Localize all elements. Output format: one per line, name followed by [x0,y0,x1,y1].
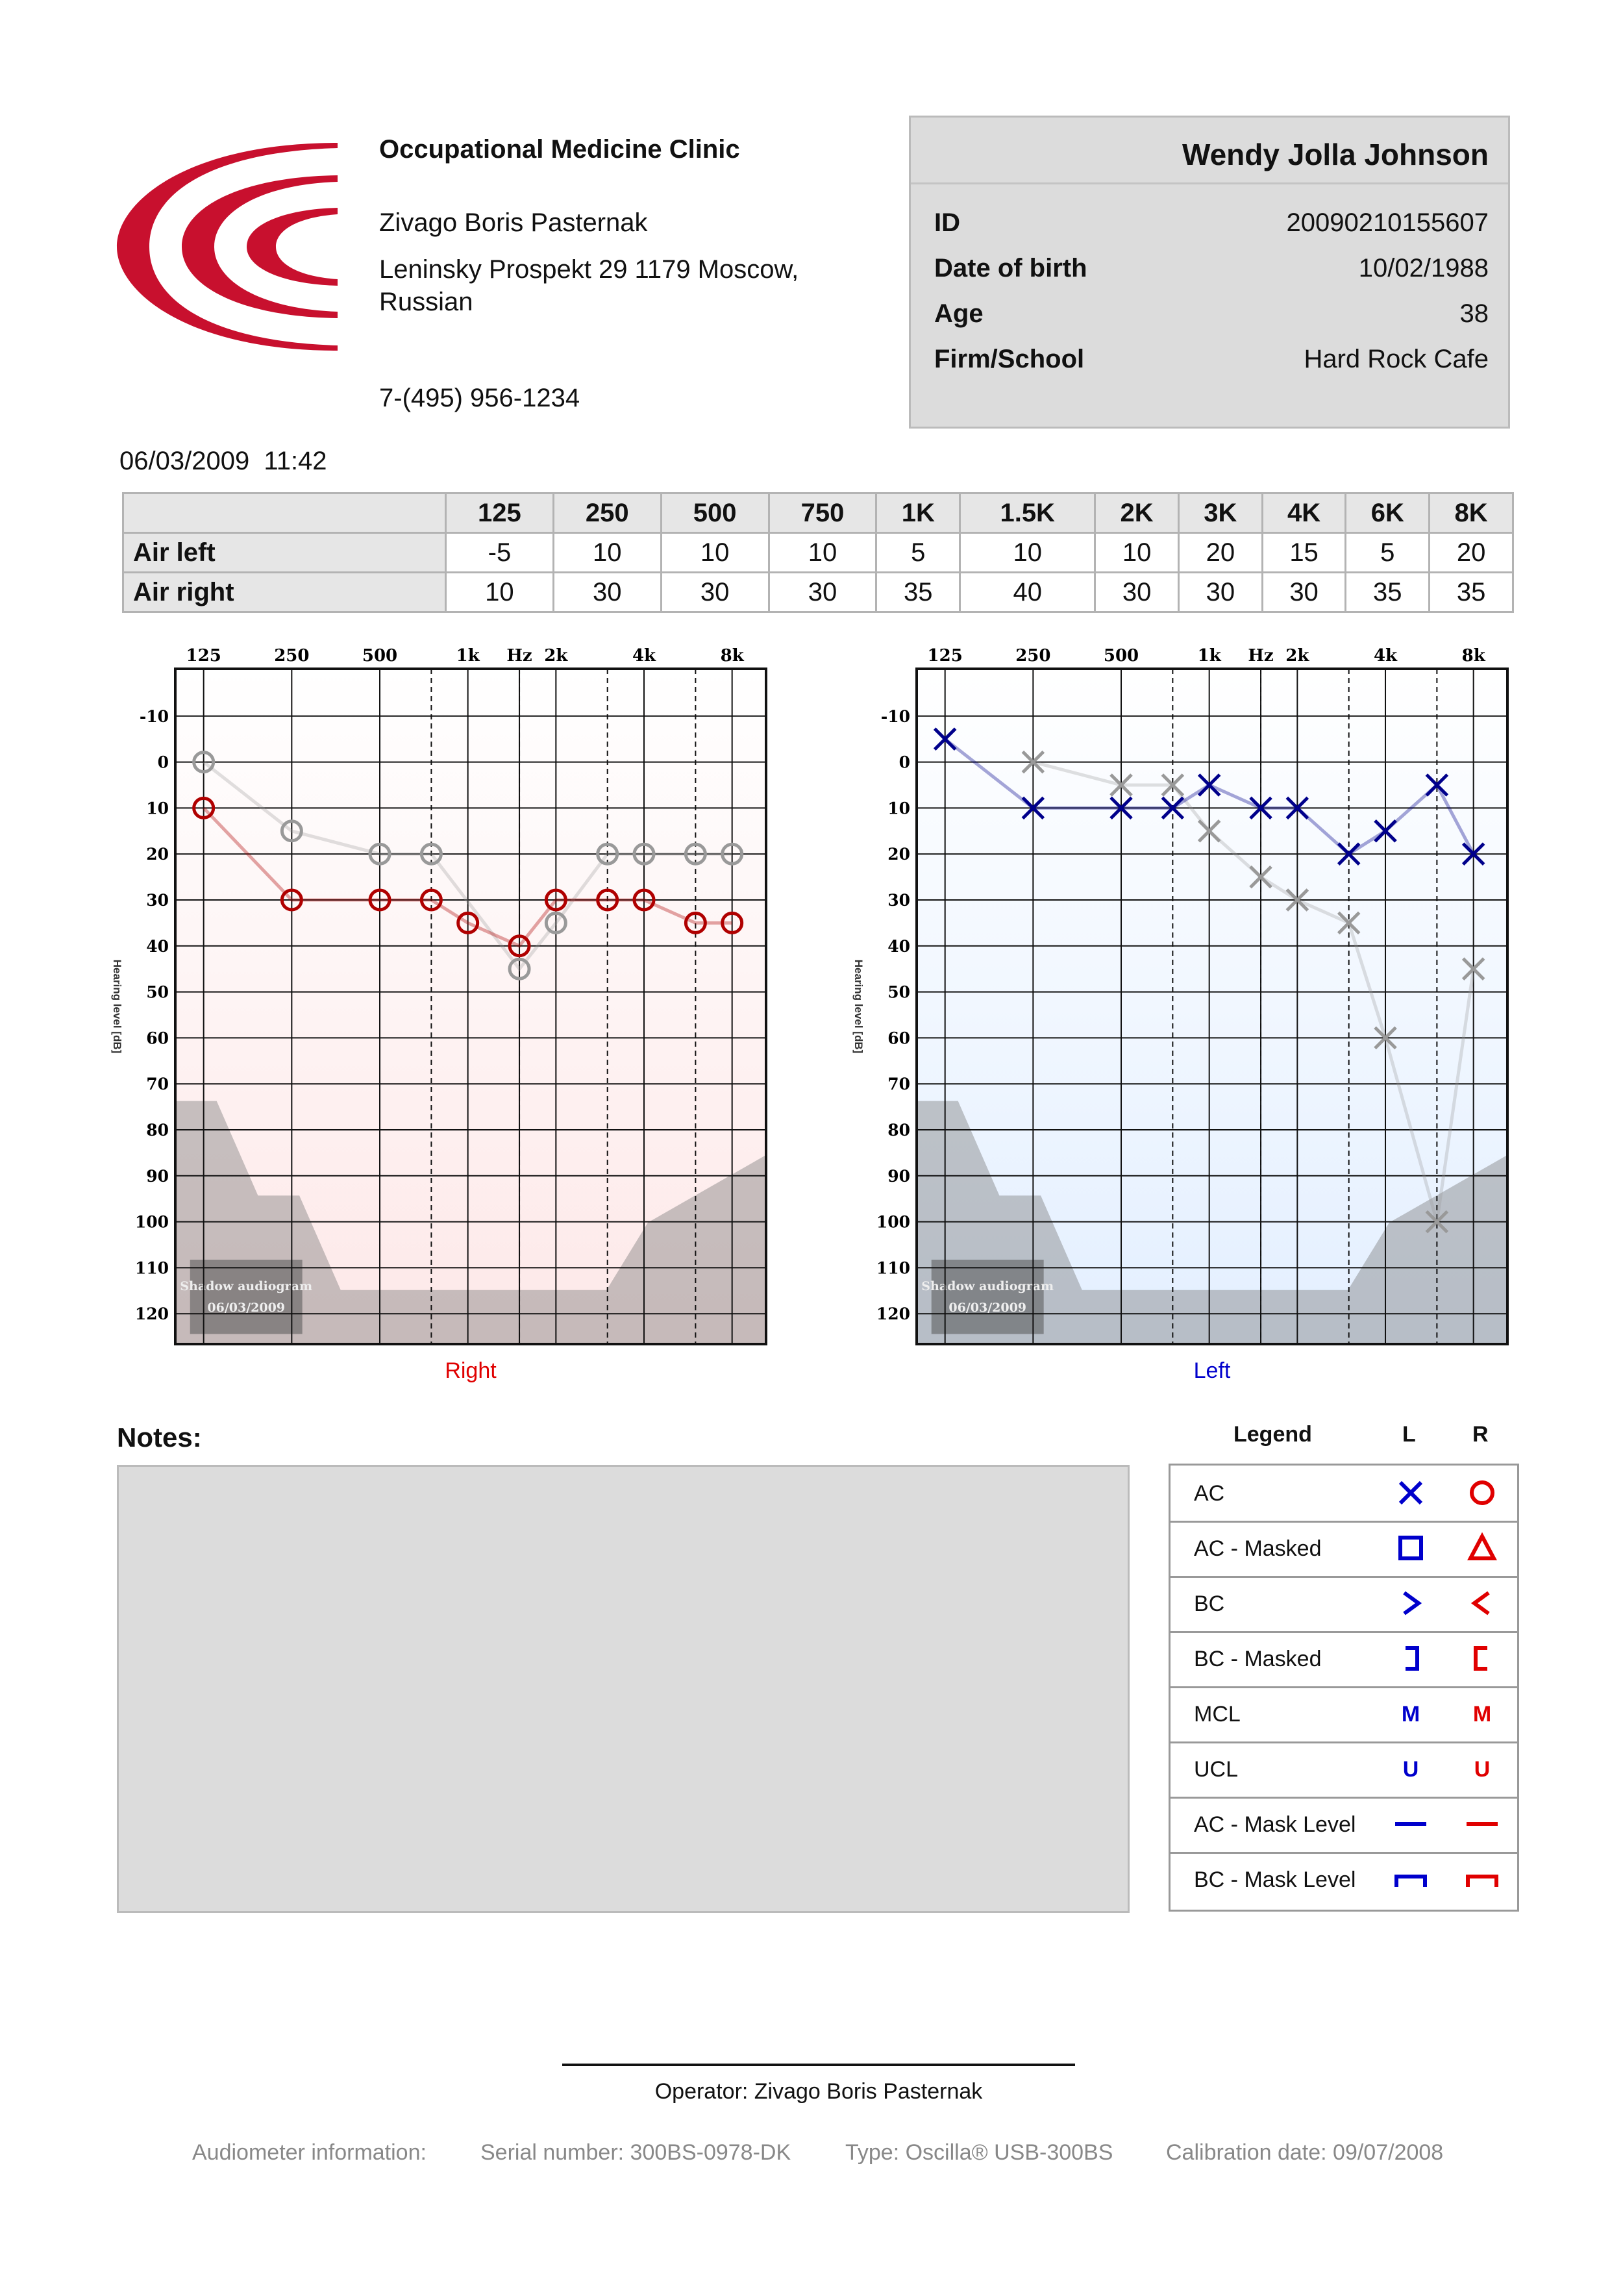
notes-box [117,1465,1130,1913]
shadow-label-date: 06/03/2009 [207,1301,286,1316]
x-tick-label: Hz [506,646,532,666]
signature-line [562,2064,1075,2066]
svg-text:M: M [1472,1702,1492,1727]
shadow-label-title: Shadow audiogram [921,1279,1054,1293]
table-cell: 30 [661,573,769,612]
svg-text:U: U [1402,1757,1419,1782]
freq-header: 1K [876,493,960,533]
y-tick-label: 30 [887,891,910,910]
patient-field-value: 10/02/1988 [1358,254,1489,282]
table-cell: 10 [661,533,769,573]
table-cell: 5 [876,533,960,573]
legend-symbol-bcml-r-icon [1463,1860,1502,1899]
chart-caption: Left [1193,1358,1231,1383]
y-tick-label: 110 [876,1258,910,1278]
notes-label: Notes: [117,1422,202,1453]
patient-name: Wendy Jolla Johnson [1182,138,1489,171]
legend-row [1171,1686,1517,1743]
x-tick-label: 4k [1373,646,1398,666]
freq-header: 4K [1262,493,1346,533]
legend-row [1171,1576,1517,1633]
legend-row [1171,1741,1517,1799]
clinic-name: Occupational Medicine Clinic [379,135,740,164]
legend-title: Legend [1233,1422,1312,1447]
audiometer-label: Audiometer information: [192,2140,427,2165]
legend-symbol-ucl-r-icon [1463,1749,1502,1788]
table-cell: 20 [1178,533,1262,573]
freq-header: 500 [661,493,769,533]
table-cell: 35 [1430,573,1513,612]
legend-symbol-acm-r-icon [1463,1529,1502,1567]
legend-row-label: AC - Masked [1194,1536,1322,1561]
x-tick-label: 1k [1197,646,1221,666]
table-cell: 10 [1095,533,1179,573]
patient-field-label: ID [934,208,960,237]
table-cell: 40 [960,573,1095,612]
table-cell: 10 [960,533,1095,573]
y-axis-label: Hearing level [dB] [111,959,123,1054]
table-cell: 10 [553,533,661,573]
patient-field-value: 38 [1459,299,1489,328]
legend-row-label: BC [1194,1591,1225,1616]
freq-header: 2K [1095,493,1179,533]
x-tick-label: 2k [544,646,568,666]
x-tick-label: Hz [1248,646,1274,666]
y-tick-label: 30 [146,891,169,910]
y-tick-label: 0 [898,753,910,772]
y-tick-label: 20 [887,845,910,864]
table-cell: -5 [446,533,554,573]
patient-field-value: 20090210155607 [1286,208,1489,237]
legend-symbol-ucl-l-icon [1391,1749,1430,1788]
y-tick-label: 60 [146,1029,169,1048]
y-tick-label: 20 [146,845,169,864]
freq-header: 1.5K [960,493,1095,533]
legend-row-label: UCL [1194,1757,1239,1782]
legend-row-label: MCL [1194,1702,1241,1727]
legend-symbol-mcl-r-icon [1463,1694,1502,1733]
legend-row-label: AC - Mask Level [1194,1812,1356,1837]
legend-symbol-ac-l-icon [1391,1473,1430,1512]
y-tick-label: 70 [146,1075,169,1094]
legend-row [1171,1521,1517,1578]
y-tick-label: -10 [139,706,169,726]
y-tick-label: 90 [146,1166,169,1186]
y-tick-label: 10 [887,799,910,818]
y-tick-label: 50 [887,982,910,1002]
left-ear-chart [852,646,1507,1383]
patient-field-label: Date of birth [934,254,1087,282]
y-tick-label: 120 [134,1304,169,1324]
audiometer-serial: Serial number: 300BS-0978-DK [480,2140,791,2165]
x-tick-label: 125 [927,646,963,666]
shadow-label-box [932,1260,1044,1334]
y-tick-label: 120 [876,1304,910,1324]
y-axis-label: Hearing level [dB] [852,959,865,1054]
patient-field-label: Age [934,299,984,328]
y-tick-label: 0 [157,753,169,772]
table-cell: 5 [1346,533,1430,573]
svg-text:M: M [1401,1702,1420,1727]
clinic-doctor: Zivago Boris Pasternak [379,208,648,237]
operator-name: Operator: Zivago Boris Pasternak [654,2079,983,2104]
legend-symbol-bcml-l-icon [1391,1860,1430,1899]
clinic-address-line2: Russian [379,288,473,316]
freq-header: 750 [769,493,876,533]
freq-header: 6K [1346,493,1430,533]
legend-symbol-ac-r-icon [1463,1473,1502,1512]
legend-symbol-acm-l-icon [1391,1529,1430,1567]
freq-header: 8K [1430,493,1513,533]
y-tick-label: 70 [887,1075,910,1094]
table-cell: 35 [1346,573,1430,612]
chart-caption: Right [445,1358,497,1383]
x-tick-label: 8k [1461,646,1485,666]
x-tick-label: 2k [1285,646,1309,666]
legend-row [1171,1631,1517,1688]
legend-row-label: BC - Masked [1194,1647,1322,1671]
patient-field-label: Firm/School [934,345,1085,373]
legend-row [1171,1852,1517,1907]
y-tick-label: 50 [146,982,169,1002]
row-label: Air right [123,573,446,612]
x-tick-label: 250 [1015,646,1051,666]
y-tick-label: 100 [876,1212,910,1232]
y-tick-label: 40 [887,936,910,956]
right-ear-chart [111,646,766,1383]
legend-row [1171,1466,1517,1523]
legend-symbol-bc-r-icon [1463,1584,1502,1623]
table-cell: 30 [1095,573,1179,612]
legend-symbol-acml-r-icon [1463,1804,1502,1843]
row-label: Air left [123,533,446,573]
shadow-label-box [190,1260,303,1334]
table-cell: 30 [769,573,876,612]
shadow-label-date: 06/03/2009 [948,1301,1027,1316]
y-tick-label: 90 [887,1166,910,1186]
svg-text:U: U [1474,1757,1491,1782]
x-tick-label: 500 [1103,646,1139,666]
y-tick-label: 10 [146,799,169,818]
y-tick-label: -10 [880,706,910,726]
y-tick-label: 80 [146,1121,169,1140]
x-tick-label: 125 [186,646,221,666]
y-tick-label: 80 [887,1121,910,1140]
shadow-label-title: Shadow audiogram [180,1279,313,1293]
table-cell: 30 [1178,573,1262,612]
clinic-address-line1: Leninsky Prospekt 29 1179 Moscow, [379,255,799,284]
legend-symbol-bc-l-icon [1391,1584,1430,1623]
table-cell: 30 [553,573,661,612]
x-tick-label: 250 [274,646,310,666]
x-tick-label: 8k [720,646,744,666]
x-tick-label: 4k [632,646,656,666]
y-tick-label: 40 [146,936,169,956]
audiometer-type: Type: Oscilla® USB-300BS [845,2140,1113,2165]
y-tick-label: 110 [134,1258,169,1278]
table-cell: 15 [1262,533,1346,573]
patient-field-value: Hard Rock Cafe [1304,345,1489,373]
legend-symbol-mcl-l-icon [1391,1694,1430,1733]
freq-header: 3K [1178,493,1262,533]
legend-symbol-bcm-l-icon [1391,1639,1430,1678]
legend-row-label: BC - Mask Level [1194,1867,1356,1892]
table-cell: 20 [1430,533,1513,573]
x-tick-label: 500 [362,646,398,666]
table-cell: 10 [769,533,876,573]
table-cell: 35 [876,573,960,612]
legend-row [1171,1797,1517,1854]
x-tick-label: 1k [456,646,480,666]
y-tick-label: 100 [134,1212,169,1232]
freq-header: 250 [553,493,661,533]
legend-symbol-bcm-r-icon [1463,1639,1502,1678]
test-datetime: 06/03/2009 11:42 [119,447,327,475]
table-cell: 10 [446,573,554,612]
audiometer-calibration: Calibration date: 09/07/2008 [1166,2140,1444,2165]
legend-col-left: L [1402,1422,1416,1447]
y-tick-label: 60 [887,1029,910,1048]
legend-row-label: AC [1194,1481,1225,1506]
legend-box [1169,1464,1519,1912]
table-cell: 30 [1262,573,1346,612]
clinic-phone: 7-(495) 956-1234 [379,384,580,412]
legend-symbol-acml-l-icon [1391,1804,1430,1843]
legend-col-right: R [1472,1422,1489,1447]
freq-header: 125 [446,493,554,533]
